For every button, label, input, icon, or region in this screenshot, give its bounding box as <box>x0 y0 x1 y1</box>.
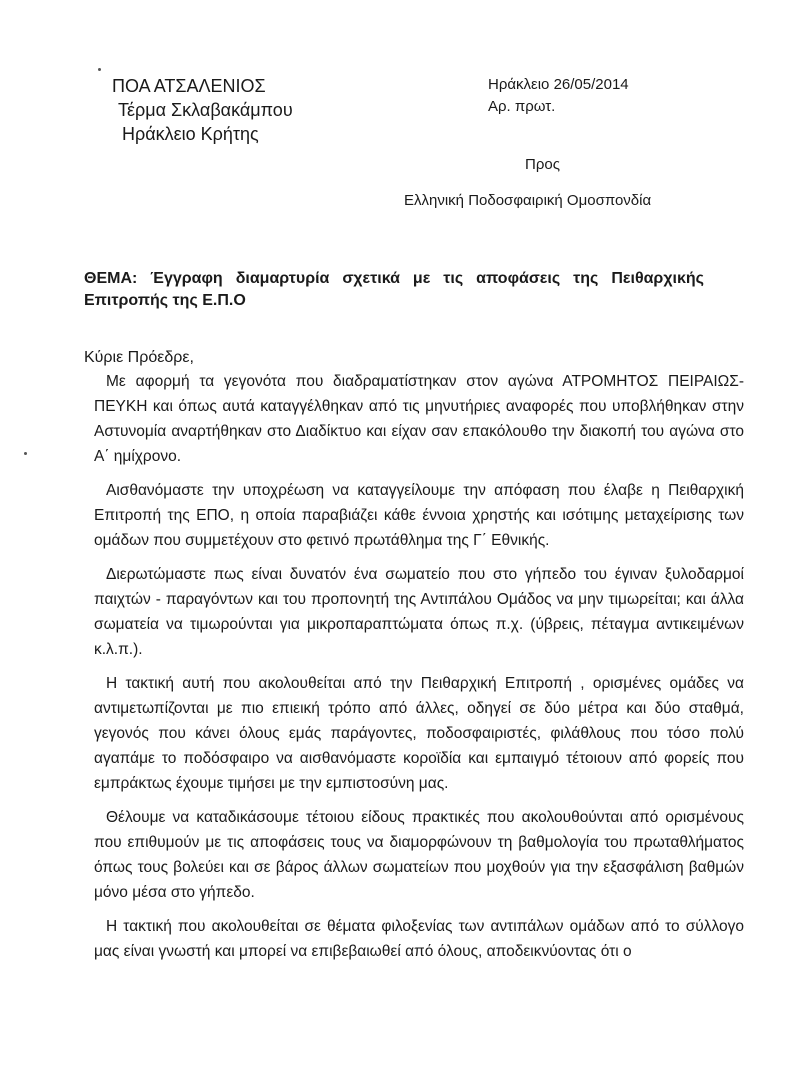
sender-address: Τέρμα Σκλαβακάμπου <box>118 100 293 120</box>
body-paragraph: Η τακτική αυτή που ακολουθείται από την Πειθαρχική Επιτροπή , ορισμένες ομάδες να αντιμετωπίζονται με πιο επιεική τρόπο από άλλες, οδηγεί σε δύο μέτρα και δύο σταθμά, γεγονός που κάνει όλους εμάς παράγοντες, ποδοσφαιριστές, φιλάθλους που τόσο πολύ αγαπάμε το ποδόσφαιρο να αισθανόμαστε κοροϊδία και εμπαιγμό τέτοιουν από φορείς που εμπράκτως έχουμε τιμήσει με την εμπιστοσύνη μας. <box>94 675 744 792</box>
body-paragraph: Η τακτική που ακολουθείται σε θέματα φιλοξενίας των αντιπάλων ομάδων από το σύλλογο μας είναι γνωστή και μπορεί να επιβεβαιωθεί από όλους, αποδεικνύοντας ότι ο <box>94 918 744 960</box>
body-paragraph: Με αφορμή τα γεγονότα που διαδραματίστηκαν στον αγώνα ΑΤΡΟΜΗΤΟΣ ΠΕΙΡΑΙΩΣ-ΠΕΥΚΗ και όπως αυτά καταγγέλθηκαν από τις μηνυτήριες αναφορές που υποβλήθηκαν στην Αστυνομία αναρτήθηκαν στο Διαδίκτυο και είχαν σαν επακόλουθο την διακοπή του αγώνα στο Α΄ ημίχρονο. <box>94 373 744 465</box>
recipient-name: Ελληνική Ποδοσφαιρική Ομοσπονδία <box>404 192 652 209</box>
date-block <box>488 74 629 118</box>
letter-date: Ηράκλειο 26/05/2014 <box>488 76 629 93</box>
letter-subject: ΘΕΜΑ: Έγγραφη διαμαρτυρία σχετικά με τις αποφάσεις της Πειθαρχικής Επιτροπής της Ε.Π.Ο <box>84 270 704 309</box>
sender-name: ΠΟΑ ΑΤΣΑΛΕΝΙΟΣ <box>112 76 266 96</box>
body-paragraph: Διερωτώμαστε πως είναι δυνατόν ένα σωματείο που στο γήπεδο του έγιναν ξυλοδαρμοί παιχτών - παραγόντων και του προπονητή της Αντιπάλου Ομάδος να μην τιμωρείται; και άλλα σωματεία να τιμωρούνται για μικροπαραπτώματα όπως π.χ. (ύβρεις, πέταγμα αντικειμένων κ.λ.π.). <box>94 566 744 658</box>
body-paragraph: Αισθανόμαστε την υποχρέωση να καταγγείλουμε την απόφαση που έλαβε η Πειθαρχική Επιτροπή της ΕΠΟ, η οποία παραβιάζει κάθε έννοια χρηστής και ισότιμης μεταχείρισης των ομάδων που συμμετέχουν στο φετινό πρωτάθλημα της Γ΄ Εθνικής. <box>94 482 744 549</box>
scan-speck <box>98 68 101 71</box>
sender-city: Ηράκλειο Κρήτης <box>122 124 259 144</box>
protocol-number: Αρ. πρωτ. <box>488 98 556 115</box>
salutation: Κύριε Πρόεδρε, <box>84 349 194 366</box>
sender-block <box>112 74 293 146</box>
recipient-to-label: Προς <box>525 156 560 173</box>
scan-speck <box>24 452 27 455</box>
body-paragraph: Θέλουμε να καταδικάσουμε τέτοιου είδους πρακτικές που ακολουθούνται από ορισμένους που επιθυμούν με τις αποφάσεις τους να διαμορφώνουν τη βαθμολογία του πρωταθλήματος όπως τους βολεύει και σε βάρος άλλων σωματείων που μοχθούν για την εξασφάλιση βαθμών μόνο μέσα στο γήπεδο. <box>94 809 744 901</box>
letter-body <box>94 369 744 973</box>
